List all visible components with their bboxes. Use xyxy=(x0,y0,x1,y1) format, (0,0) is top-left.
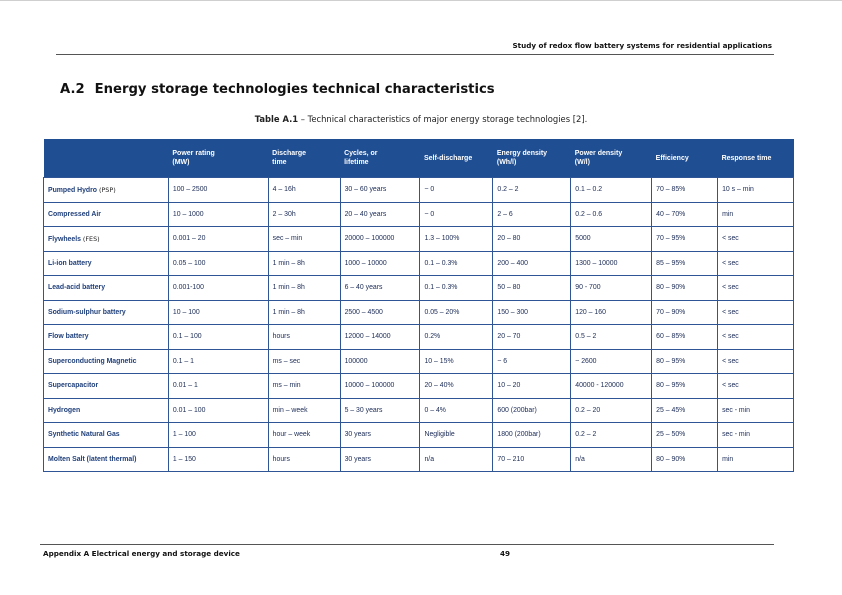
footer-rule xyxy=(40,544,774,545)
table-cell: ~ 6 xyxy=(493,349,571,374)
table-cell: 40 – 70% xyxy=(652,202,718,227)
table-cell: 0.05 – 100 xyxy=(168,251,268,276)
technology-name-cell xyxy=(44,178,169,203)
table-cell: 0.2 – 0.6 xyxy=(571,202,652,227)
table-cell: 80 – 90% xyxy=(652,447,718,472)
table-cell: 20 – 40 years xyxy=(340,202,420,227)
column-header xyxy=(652,139,718,178)
table-row xyxy=(44,374,794,399)
table-cell: 10 s – min xyxy=(718,178,794,203)
table-cell: 0.001 – 20 xyxy=(168,227,268,252)
table-cell: Negligible xyxy=(420,423,493,448)
table-cell: 2500 – 4500 xyxy=(340,300,420,325)
technical-characteristics-table xyxy=(43,139,794,472)
table-cell: ~ 0 xyxy=(420,178,493,203)
table-row xyxy=(44,227,794,252)
table-row xyxy=(44,349,794,374)
table-cell: 60 – 85% xyxy=(652,325,718,350)
column-header-line1: Discharge xyxy=(272,150,307,157)
table-cell: 1300 – 10000 xyxy=(571,251,652,276)
table-cell: < sec xyxy=(718,276,794,301)
table-cell: ms – sec xyxy=(268,349,340,374)
table-cell: 80 – 90% xyxy=(652,276,718,301)
technology-name: Pumped Hydro xyxy=(48,186,98,194)
table-cell: hour – week xyxy=(268,423,340,448)
table-cell: 200 – 400 xyxy=(493,251,571,276)
column-header-line2: time xyxy=(272,159,287,166)
table-cell: 0.1 – 1 xyxy=(168,349,268,374)
table-row xyxy=(44,202,794,227)
section-heading: Energy storage technologies technical characteristics xyxy=(94,82,495,97)
top-border xyxy=(0,0,842,1)
table-cell: < sec xyxy=(718,349,794,374)
table-caption xyxy=(0,114,842,124)
table-cell: 150 – 300 xyxy=(493,300,571,325)
technology-name-cell xyxy=(44,325,169,350)
table-cell: 0.01 – 1 xyxy=(168,374,268,399)
table-cell: 0.2 – 2 xyxy=(493,178,571,203)
table-cell: 0.2% xyxy=(420,325,493,350)
table-cell: 70 – 90% xyxy=(652,300,718,325)
column-header xyxy=(493,139,571,178)
table-cell: 30 years xyxy=(340,447,420,472)
table-cell: 1 min – 8h xyxy=(268,251,340,276)
table-cell: 1 – 100 xyxy=(168,423,268,448)
table-cell: 10 – 1000 xyxy=(168,202,268,227)
table-cell: 10 – 15% xyxy=(420,349,493,374)
column-header-line1: Cycles, or xyxy=(344,150,378,157)
column-header xyxy=(571,139,652,178)
table-cell: 0 – 4% xyxy=(420,398,493,423)
table-cell: n/a xyxy=(420,447,493,472)
section-number: A.2 xyxy=(60,82,85,97)
technology-name-cell xyxy=(44,349,169,374)
technology-name: Lead-acid battery xyxy=(48,284,106,292)
table-row xyxy=(44,325,794,350)
table-cell: 1 – 150 xyxy=(168,447,268,472)
column-header xyxy=(340,139,420,178)
table-cell: min xyxy=(718,447,794,472)
table-cell: 1000 – 10000 xyxy=(340,251,420,276)
technology-name: Flow battery xyxy=(48,333,89,341)
table-cell: 85 – 95% xyxy=(652,251,718,276)
table-cell: 0.2 – 2 xyxy=(571,423,652,448)
table-cell: 20 – 70 xyxy=(493,325,571,350)
technology-name-cell xyxy=(44,202,169,227)
table-cell: 1 min – 8h xyxy=(268,300,340,325)
table-cell: 0.001-100 xyxy=(168,276,268,301)
table-cell: 0.1 – 0.3% xyxy=(420,251,493,276)
table-cell: 70 – 95% xyxy=(652,227,718,252)
table-cell: 0.01 – 100 xyxy=(168,398,268,423)
table-cell: 0.2 – 20 xyxy=(571,398,652,423)
table-cell: 25 – 45% xyxy=(652,398,718,423)
table-cell: 70 – 210 xyxy=(493,447,571,472)
table-cell: 20 – 80 xyxy=(493,227,571,252)
table-cell: sec – min xyxy=(268,227,340,252)
table-cell: 30 – 60 years xyxy=(340,178,420,203)
column-header xyxy=(268,139,340,178)
table-cell: 600 (200bar) xyxy=(493,398,571,423)
table-cell: 10000 – 100000 xyxy=(340,374,420,399)
table-cell: 20000 – 100000 xyxy=(340,227,420,252)
table-cell: 5000 xyxy=(571,227,652,252)
table-cell: 25 – 50% xyxy=(652,423,718,448)
column-header-line2: (W/l) xyxy=(574,159,590,166)
table-cell: 0.1 – 0.3% xyxy=(420,276,493,301)
column-header xyxy=(420,139,493,178)
technology-name: Synthetic Natural Gas xyxy=(48,431,120,439)
table-cell: 40000 - 120000 xyxy=(571,374,652,399)
table-cell: 80 – 95% xyxy=(652,374,718,399)
column-header xyxy=(718,139,794,178)
table-cell: 2 – 30h xyxy=(268,202,340,227)
technology-abbreviation: (FES) xyxy=(82,234,100,243)
header-rule xyxy=(56,54,774,55)
table-row xyxy=(44,423,794,448)
table-cell: 1.3 – 100% xyxy=(420,227,493,252)
table-row xyxy=(44,178,794,203)
table-row xyxy=(44,251,794,276)
technology-name-cell xyxy=(44,423,169,448)
technology-name: Hydrogen xyxy=(48,406,81,414)
column-header-line1: Power density xyxy=(574,150,623,157)
table-row xyxy=(44,398,794,423)
table-cell: 0.1 – 100 xyxy=(168,325,268,350)
table-cell: 50 – 80 xyxy=(493,276,571,301)
technology-name-cell xyxy=(44,276,169,301)
running-header: Study of redox flow battery systems for residential applications xyxy=(512,41,772,50)
table-cell: 100000 xyxy=(340,349,420,374)
table-cell: 0.05 – 20% xyxy=(420,300,493,325)
technology-name-cell xyxy=(44,227,169,252)
table-cell: 120 – 160 xyxy=(571,300,652,325)
column-header xyxy=(44,139,169,178)
table-cell: ~ 2600 xyxy=(571,349,652,374)
column-header-line1: Power rating xyxy=(172,150,215,157)
table-cell: 0.5 – 2 xyxy=(571,325,652,350)
table-header-row xyxy=(44,139,794,178)
table-cell: sec - min xyxy=(718,398,794,423)
table-cell: < sec xyxy=(718,300,794,325)
table-row xyxy=(44,276,794,301)
table-cell: 80 – 95% xyxy=(652,349,718,374)
table-cell: 30 years xyxy=(340,423,420,448)
table-cell: 1800 (200bar) xyxy=(493,423,571,448)
table-cell: 0.1 – 0.2 xyxy=(571,178,652,203)
page-number: 49 xyxy=(500,549,511,558)
technology-name: Supercapacitor xyxy=(48,382,99,390)
technology-name: Superconducting Magnetic xyxy=(48,357,137,365)
technology-name: Flywheels xyxy=(48,235,81,243)
table-cell: 1 min – 8h xyxy=(268,276,340,301)
caption-label: Table A.1 xyxy=(254,114,299,124)
table-row xyxy=(44,300,794,325)
technology-name: Sodium-sulphur battery xyxy=(48,308,126,316)
table-cell: < sec xyxy=(718,374,794,399)
table-row xyxy=(44,447,794,472)
table-cell: min – week xyxy=(268,398,340,423)
column-header-line1: Efficiency xyxy=(655,154,689,162)
caption-separator: – xyxy=(298,114,308,124)
column-header-line1: Self-discharge xyxy=(423,154,473,162)
column-header xyxy=(168,139,268,178)
column-header-line2: lifetime xyxy=(344,159,369,166)
table-cell: ~ 0 xyxy=(420,202,493,227)
table-cell: 12000 – 14000 xyxy=(340,325,420,350)
column-header-line2: (Wh/l) xyxy=(496,159,517,166)
table-body xyxy=(44,178,794,472)
table-cell: hours xyxy=(268,447,340,472)
technology-name-cell xyxy=(44,398,169,423)
table-cell: 70 – 85% xyxy=(652,178,718,203)
column-header-line1: Response time xyxy=(721,154,772,162)
table-cell: min xyxy=(718,202,794,227)
technology-abbreviation: (PSP) xyxy=(98,185,116,194)
table-cell: hours xyxy=(268,325,340,350)
table-cell: < sec xyxy=(718,227,794,252)
table-cell: 90 - 700 xyxy=(571,276,652,301)
caption-text: Technical characteristics of major energy storage technologies [2]. xyxy=(307,114,588,124)
table-cell: 10 – 100 xyxy=(168,300,268,325)
technology-name-cell xyxy=(44,447,169,472)
table-cell: ms – min xyxy=(268,374,340,399)
technology-name-cell xyxy=(44,300,169,325)
table-cell: 100 – 2500 xyxy=(168,178,268,203)
table-cell: 20 – 40% xyxy=(420,374,493,399)
technology-name: Li-ion battery xyxy=(48,259,92,267)
table-cell: n/a xyxy=(571,447,652,472)
technology-name-cell xyxy=(44,374,169,399)
table-cell: 4 – 16h xyxy=(268,178,340,203)
technology-name: Molten Salt (latent thermal) xyxy=(48,455,137,463)
table-cell: < sec xyxy=(718,251,794,276)
table-cell: 6 – 40 years xyxy=(340,276,420,301)
section-title xyxy=(60,82,495,97)
technology-name: Compressed Air xyxy=(48,210,101,218)
column-header-line1: Energy density xyxy=(496,150,548,157)
table-cell: 2 – 6 xyxy=(493,202,571,227)
table-cell: 10 – 20 xyxy=(493,374,571,399)
table-cell: sec - min xyxy=(718,423,794,448)
table-cell: 5 – 30 years xyxy=(340,398,420,423)
footer-text: Appendix A Electrical energy and storage device xyxy=(43,549,240,558)
table-cell: < sec xyxy=(718,325,794,350)
technology-name-cell xyxy=(44,251,169,276)
column-header-line2: (MW) xyxy=(172,159,190,166)
